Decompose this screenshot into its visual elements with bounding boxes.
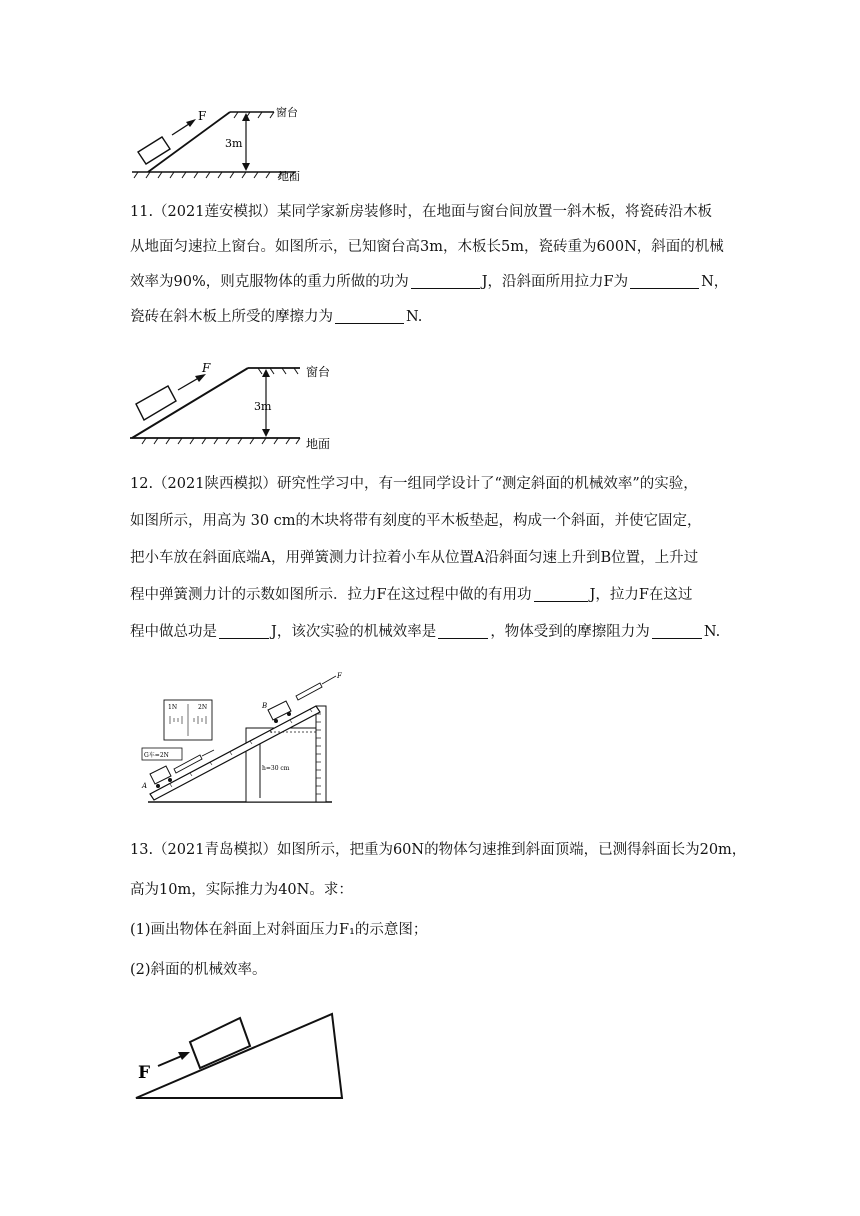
gauge-label-1n: 1N <box>168 704 178 711</box>
q11-line-1: 11.（2021莲安模拟）某同学家新房装修时，在地面与窗台间放置一斜木板，将瓷砖沿木板 <box>130 204 712 220</box>
ground-label: 地面 <box>278 170 300 183</box>
q13-line-4: (2)斜面的机械效率。 <box>130 962 267 978</box>
q12-line-1: 12.（2021陕西模拟）研究性学习中，有一组同学设计了“测定斜面的机械效率”的实验， <box>130 476 698 492</box>
height-label: 3m <box>254 400 272 413</box>
question-11 <box>130 195 740 335</box>
force-label: F <box>198 109 207 123</box>
question-13 <box>130 830 747 990</box>
q11-line-3 <box>130 265 740 300</box>
answer-blank[interactable] <box>335 307 404 324</box>
force-label: F <box>138 1063 151 1083</box>
q11-line-2: 从地面匀速拉上窗台。如图所示，已知窗台高3m，木板长5m，瓷砖重为600N，斜面的机械 <box>130 239 724 255</box>
windowsill-label: 窗台 <box>306 365 331 379</box>
q12-text: 程中弹簧测力计的示数如图所示．拉力F在这过程中做的有用功 <box>130 587 532 603</box>
q12-text: ，物体受到的摩擦阻力为 <box>490 624 650 640</box>
answer-blank[interactable] <box>630 272 699 289</box>
q12-line-3: 把小车放在斜面底端A，用弹簧测力计拉着小车从位置A沿斜面匀速上升到B位置，上升过 <box>130 550 699 566</box>
height-label: 3m <box>225 137 243 150</box>
q11-text: J，沿斜面所用拉力F为 <box>481 274 629 290</box>
windowsill-label: 窗台 <box>276 106 298 119</box>
height-label: h=30 cm <box>262 765 290 772</box>
q12-text: J，拉力F在这过 <box>589 587 693 603</box>
q12-text: 程中做总功是 <box>130 624 217 640</box>
incline-figure-q13 <box>128 1008 353 1103</box>
q12-text: N. <box>703 624 721 640</box>
ground-label: 地面 <box>306 437 331 451</box>
cart-weight-label: G车=2N <box>144 752 169 759</box>
answer-blank[interactable] <box>534 585 588 602</box>
answer-blank[interactable] <box>438 622 488 639</box>
force-label: F <box>337 672 342 680</box>
q11-text: 瓷砖在斜木板上所受的摩擦力为 <box>130 309 333 325</box>
question-12 <box>130 466 740 651</box>
q11-text: N. <box>406 309 423 325</box>
incline-figure-q10 <box>128 100 308 190</box>
q12-text: J，该次实验的机械效率是 <box>271 624 437 640</box>
point-a-label: A <box>142 782 148 790</box>
q11-text: N， <box>701 274 729 290</box>
q11-text: 效率为90%，则克服物体的重力所做的功为 <box>130 274 409 290</box>
answer-blank[interactable] <box>411 272 480 289</box>
point-b-label: B <box>262 702 268 710</box>
q11-line-4 <box>130 300 740 335</box>
q12-line-4 <box>130 577 740 614</box>
q13-line-3: (1)画出物体在斜面上对斜面压力F₁的示意图； <box>130 922 428 938</box>
answer-blank[interactable] <box>219 622 269 639</box>
lab-incline-figure-q12 <box>140 666 350 811</box>
q13-line-2: 高为10m，实际推力为40N。求： <box>130 882 353 898</box>
q12-line-5 <box>130 614 740 651</box>
gauge-label-2n: 2N <box>198 704 208 711</box>
q13-line-1: 13.（2021青岛模拟）如图所示，把重为60N的物体匀速推到斜面顶端，已测得斜面长为20m， <box>130 842 747 858</box>
incline-figure-q11 <box>128 358 343 454</box>
force-label: F <box>202 361 211 375</box>
answer-blank[interactable] <box>652 622 702 639</box>
q12-line-2: 如图所示，用高为 30 cm的木块将带有刻度的平木板垫起，构成一个斜面，并使它固定， <box>130 513 702 529</box>
